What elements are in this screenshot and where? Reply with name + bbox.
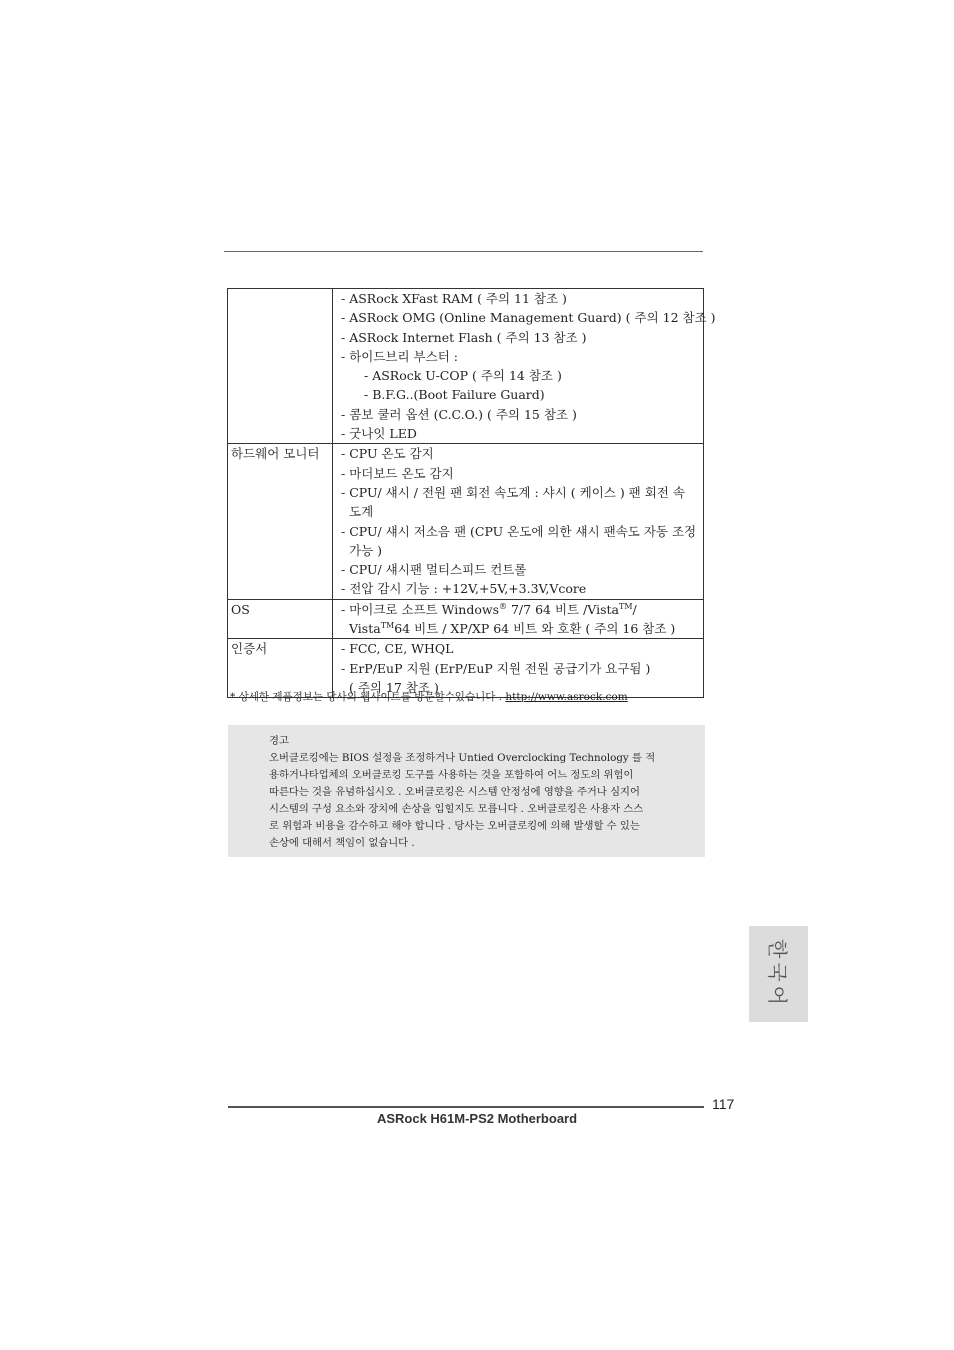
spec-table <box>227 288 716 698</box>
os-text: 7/7 64 비트 /Vista <box>507 601 619 617</box>
row-value <box>333 639 704 698</box>
warning-line: 오버클로킹에는 BIOS 설정을 조정하거나 Untied Overclocking Technology 를 적 <box>269 752 656 764</box>
warning-line: 손상에 대해서 책임이 없습니다 . <box>269 837 415 849</box>
spec-line: - 마더보드 온도 감지 <box>341 465 454 481</box>
spec-line: - B.F.G..(Boot Failure Guard) <box>364 387 545 403</box>
warning-box <box>228 725 705 857</box>
warning-title: 경고 <box>269 735 289 747</box>
table-row <box>228 289 704 444</box>
spec-line: ( 주의 17 참조 ) <box>349 679 439 695</box>
trademark-mark: TM <box>380 621 395 631</box>
spec-line: - 전압 감시 기능 : +12V,+5V,+3.3V,Vcore <box>341 581 587 597</box>
spec-line: - FCC, CE, WHQL <box>341 641 454 657</box>
spec-line: - ASRock XFast RAM ( 주의 11 참조 ) <box>341 291 567 306</box>
language-tab <box>749 926 808 1022</box>
row-label <box>228 289 333 444</box>
footnote <box>230 690 628 704</box>
spec-line: 가능 ) <box>349 542 383 558</box>
row-value <box>333 444 704 599</box>
spec-line: - 하이드브리 부스터 : <box>341 348 458 364</box>
footnote-text: * 상세한 제품정보는 당사의 웹사이트를 방문할수있습니다 . <box>230 691 506 703</box>
row-label: OS <box>228 599 333 639</box>
trademark-mark: TM <box>618 601 633 611</box>
spec-line: - ASRock Internet Flash ( 주의 13 참조 ) <box>341 329 587 345</box>
os-text: 64 비트 / XP/XP 64 비트 와 호환 ( 주의 16 참조 ) <box>394 621 676 637</box>
warning-line: 로 위험과 비용을 감수하고 해야 합니다 . 당사는 오버클로킹에 의해 발생할 수 있는 <box>269 820 640 832</box>
row-value <box>333 289 716 444</box>
spec-line: - ASRock OMG (Online Management Guard) ( 주의 12 참조 ) <box>341 310 716 326</box>
spec-line <box>341 600 703 619</box>
spec-line <box>341 619 703 638</box>
spec-line: - 콤보 쿨러 옵션 (C.C.O.) ( 주의 15 참조 ) <box>341 406 577 422</box>
spec-line: - 굿나잇 LED <box>341 426 417 442</box>
spec-line: - CPU/ 섀시 저소음 팬 (CPU 온도에 의한 섀시 팬속도 자동 조정 <box>341 523 697 539</box>
row-value <box>333 599 704 639</box>
warning-line: 따른다는 것을 유념하십시오 . 오버클로킹은 시스템 안정성에 영향을 주거나 심지어 <box>269 786 640 798</box>
spec-line: - CPU 온도 감지 <box>341 446 434 462</box>
row-label: 하드웨어 모니터 <box>228 444 333 599</box>
os-text: - 마이크로 소프트 Windows <box>341 601 499 617</box>
spec-line: - ErP/EuP 지원 (ErP/EuP 지원 전원 공급기가 요구됨 ) <box>341 660 651 676</box>
warning-line: 시스템의 구성 요소와 장치에 손상을 입힐지도 모릅니다 . 오버클로킹은 사용자 스스 <box>269 803 644 815</box>
row-label: 인증서 <box>228 639 333 698</box>
registered-mark: ® <box>499 601 507 611</box>
table-row <box>228 639 704 698</box>
warning-line: 용하거나타업체의 오버클로킹 도구를 사용하는 것을 포함하여 어느 정도의 위험이 <box>269 769 634 781</box>
footer-rule <box>228 1106 704 1108</box>
warning-content <box>269 733 685 852</box>
spec-line: - ASRock U-COP ( 주의 14 참조 ) <box>364 368 562 384</box>
table-row <box>228 444 704 599</box>
language-label: 한국어 <box>765 939 789 1009</box>
os-text: Vista <box>349 621 381 637</box>
footer-title: ASRock H61M-PS2 Motherboard <box>376 1111 578 1126</box>
os-text: / <box>632 601 637 617</box>
spec-line: - CPU/ 섀시 / 전원 팬 회전 속도계 : 샤시 ( 케이스 ) 팬 회전 속 <box>341 484 685 500</box>
page-number: 117 <box>712 1096 735 1112</box>
spec-line: 도계 <box>349 504 374 520</box>
website-link[interactable]: http://www.asrock.com <box>505 691 628 703</box>
table-row <box>228 599 704 639</box>
spec-line: - CPU/ 섀시팬 멀티스피드 컨트롤 <box>341 562 527 578</box>
header-rule <box>224 251 703 252</box>
